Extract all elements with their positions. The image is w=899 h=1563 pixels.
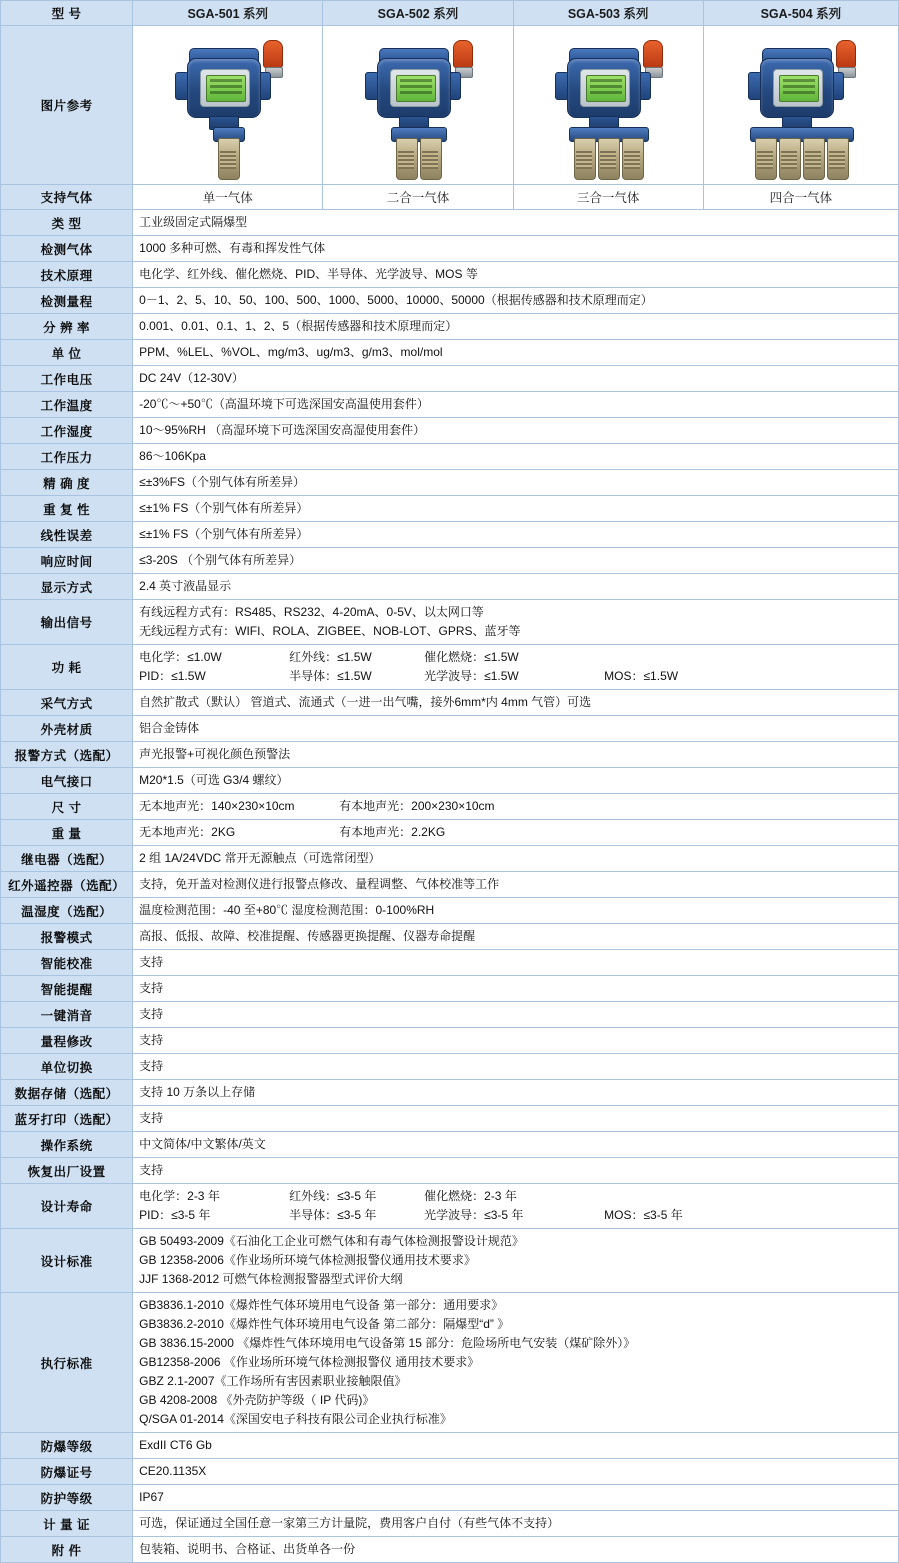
row-value bbox=[133, 366, 899, 392]
row-label: 恢复出厂设置 bbox=[1, 1158, 133, 1184]
row-label: 红外遥控器（选配） bbox=[1, 872, 133, 898]
row-value bbox=[133, 1158, 899, 1184]
row-value-line: GB 4208-2008 《外壳防护等级（ IP 代码)》 bbox=[139, 1393, 375, 1407]
model-header-2: SGA-502 系列 bbox=[323, 1, 513, 26]
sensor-probe bbox=[420, 138, 442, 180]
row-value-line: 支持 bbox=[139, 1007, 164, 1021]
row-value bbox=[133, 1028, 899, 1054]
gas-detector-illustration bbox=[343, 32, 493, 178]
row-value-line: 支持，免开盖对检测仪进行报警点修改、量程调整、气体校准等工作 bbox=[139, 877, 500, 891]
table-row bbox=[1, 1158, 899, 1184]
table-row bbox=[1, 846, 899, 872]
sensor-probe bbox=[598, 138, 620, 180]
row-label: 温湿度（选配） bbox=[1, 898, 133, 924]
row-value-line: GBZ 2.1-2007《工作场所有害因素职业接触限值》 bbox=[139, 1374, 407, 1388]
detector-faceplate bbox=[773, 69, 823, 107]
sensor-probe bbox=[803, 138, 825, 180]
row-value bbox=[133, 600, 899, 645]
row-value-cell: 光学波导：≤1.5W bbox=[424, 669, 519, 683]
row-value-cell: MOS：≤1.5W bbox=[604, 669, 679, 683]
row-value bbox=[133, 1459, 899, 1485]
detector-faceplate bbox=[390, 69, 440, 107]
table-row bbox=[1, 645, 899, 690]
row-value bbox=[133, 846, 899, 872]
table-row bbox=[1, 950, 899, 976]
row-label: 防护等级 bbox=[1, 1485, 133, 1511]
row-value-line: 支持 bbox=[139, 981, 164, 995]
row-value bbox=[133, 1106, 899, 1132]
product-image-cell-1 bbox=[133, 26, 323, 185]
sensor-probe bbox=[779, 138, 801, 180]
sensor-probe bbox=[574, 138, 596, 180]
product-image-row bbox=[1, 26, 899, 185]
table-row bbox=[1, 262, 899, 288]
row-label: 工作电压 bbox=[1, 366, 133, 392]
row-label: 分 辨 率 bbox=[1, 314, 133, 340]
table-row bbox=[1, 1054, 899, 1080]
row-label-model: 型 号 bbox=[1, 1, 133, 26]
row-value-line: 0－1、2、5、10、50、100、500、1000、5000、10000、50000（根据传感器和技术原理而定） bbox=[139, 293, 653, 307]
row-value-line: 无线远程方式有：WIFI、ROLA、ZIGBEE、NOB-LOT、GPRS、蓝牙等 bbox=[139, 624, 521, 638]
row-value bbox=[133, 210, 899, 236]
row-value-line: 工业级固定式隔爆型 bbox=[139, 215, 248, 229]
row-value bbox=[133, 1132, 899, 1158]
table-row bbox=[1, 418, 899, 444]
table-row bbox=[1, 742, 899, 768]
row-value bbox=[133, 522, 899, 548]
row-value bbox=[133, 314, 899, 340]
row-value bbox=[133, 1537, 899, 1563]
table-row bbox=[1, 976, 899, 1002]
row-value bbox=[133, 645, 899, 690]
row-value-line: 铝合金铸体 bbox=[139, 721, 200, 735]
row-value bbox=[133, 872, 899, 898]
row-value-line: 有线远程方式有：RS485、RS232、4-20mA、0-5V、以太网口等 bbox=[139, 605, 484, 619]
row-value bbox=[133, 392, 899, 418]
row-value bbox=[133, 768, 899, 794]
row-label: 技术原理 bbox=[1, 262, 133, 288]
sensor-probe bbox=[218, 138, 240, 180]
row-value-line: 支持 10 万条以上存储 bbox=[139, 1085, 256, 1099]
row-value-line: DC 24V（12-30V） bbox=[139, 371, 244, 385]
row-value-line: 10～95%RH （高湿环境下可选深国安高湿使用套件） bbox=[139, 423, 426, 437]
gas-detector-illustration bbox=[726, 32, 876, 178]
row-value bbox=[133, 1293, 899, 1433]
row-label: 工作湿度 bbox=[1, 418, 133, 444]
row-value-line: PPM、%LEL、%VOL、mg/m3、ug/m3、g/m3、mol/mol bbox=[139, 345, 443, 359]
row-value-line: 支持 bbox=[139, 1163, 164, 1177]
table-row bbox=[1, 1080, 899, 1106]
row-label: 单 位 bbox=[1, 340, 133, 366]
alarm-light-icon bbox=[836, 40, 856, 68]
row-value bbox=[133, 418, 899, 444]
row-label: 外壳材质 bbox=[1, 716, 133, 742]
sensor-probe bbox=[622, 138, 644, 180]
row-label: 采气方式 bbox=[1, 690, 133, 716]
row-label: 检测量程 bbox=[1, 288, 133, 314]
row-value-line: Q/SGA 01-2014《深国安电子科技有限公司企业执行标准》 bbox=[139, 1412, 452, 1426]
row-value bbox=[133, 1002, 899, 1028]
row-value bbox=[133, 898, 899, 924]
table-row bbox=[1, 794, 899, 820]
row-value-line: ExdII CT6 Gb bbox=[139, 1438, 212, 1452]
row-value-line: 可选，保证通过全国任意一家第三方计量院，费用客户自付（有些气体不支持） bbox=[139, 1516, 560, 1530]
row-value-line: ≤3-20S （个别气体有所差异） bbox=[139, 553, 302, 567]
row-value bbox=[133, 924, 899, 950]
row-value-line: -20℃～+50℃（高温环境下可选深国安高温使用套件） bbox=[139, 397, 429, 411]
table-row bbox=[1, 444, 899, 470]
table-row bbox=[1, 470, 899, 496]
row-value-line: ≤±1% FS（个别气体有所差异） bbox=[139, 527, 309, 541]
row-value-line: 包装箱、说明书、合格证、出货单各一份 bbox=[139, 1542, 356, 1556]
detector-faceplate bbox=[200, 69, 250, 107]
row-value-line: 2 组 1A/24VDC 常开无源触点（可选常闭型） bbox=[139, 851, 381, 865]
supported-gas-value-1: 单一气体 bbox=[133, 185, 323, 210]
table-row bbox=[1, 768, 899, 794]
row-label: 执行标准 bbox=[1, 1293, 133, 1433]
table-row bbox=[1, 1106, 899, 1132]
row-value bbox=[133, 976, 899, 1002]
table-row bbox=[1, 210, 899, 236]
row-label: 工作温度 bbox=[1, 392, 133, 418]
row-value-line: 86～106Kpa bbox=[139, 449, 206, 463]
table-row bbox=[1, 1511, 899, 1537]
row-value bbox=[133, 1184, 899, 1229]
row-value bbox=[133, 820, 899, 846]
row-value bbox=[133, 690, 899, 716]
row-label: 继电器（选配） bbox=[1, 846, 133, 872]
gas-detector-illustration bbox=[153, 32, 303, 178]
row-value bbox=[133, 1229, 899, 1293]
row-value-cell: 催化燃烧：≤1.5W bbox=[424, 650, 519, 664]
supported-gas-row bbox=[1, 185, 899, 210]
table-row bbox=[1, 1537, 899, 1563]
sensor-probe bbox=[396, 138, 418, 180]
row-value-cell: 有本地声光：200×230×10cm bbox=[339, 799, 495, 813]
table-header-row bbox=[1, 1, 899, 26]
row-value-line: GB 3836.15-2000 《爆炸性气体环境用电气设备第 15 部分：危险场所电气安装（煤矿除外）》 bbox=[139, 1336, 636, 1350]
table-row bbox=[1, 288, 899, 314]
model-header-4: SGA-504 系列 bbox=[703, 1, 898, 26]
row-value bbox=[133, 1433, 899, 1459]
row-value-cell: 无本地声光：140×230×10cm bbox=[139, 799, 295, 813]
row-value bbox=[133, 794, 899, 820]
row-label: 防爆证号 bbox=[1, 1459, 133, 1485]
table-row bbox=[1, 600, 899, 645]
row-value-line: IP67 bbox=[139, 1490, 164, 1504]
table-row bbox=[1, 314, 899, 340]
supported-gas-value-2: 二合一气体 bbox=[323, 185, 513, 210]
row-label: 工作压力 bbox=[1, 444, 133, 470]
row-value-cell: MOS：≤3-5 年 bbox=[604, 1208, 683, 1222]
row-value bbox=[133, 548, 899, 574]
table-row bbox=[1, 366, 899, 392]
row-value bbox=[133, 1054, 899, 1080]
row-label: 精 确 度 bbox=[1, 470, 133, 496]
table-row bbox=[1, 690, 899, 716]
supported-gas-value-4: 四合一气体 bbox=[703, 185, 898, 210]
detector-body bbox=[760, 58, 834, 118]
row-value-line bbox=[139, 1206, 892, 1225]
table-row bbox=[1, 924, 899, 950]
model-header-3: SGA-503 系列 bbox=[513, 1, 703, 26]
row-label: 蓝牙打印（选配） bbox=[1, 1106, 133, 1132]
row-label: 响应时间 bbox=[1, 548, 133, 574]
row-label: 防爆等级 bbox=[1, 1433, 133, 1459]
detector-display bbox=[586, 75, 626, 102]
row-value-line: GB 12358-2006《作业场所环境气体检测报警仪通用技术要求》 bbox=[139, 1253, 476, 1267]
table-row bbox=[1, 340, 899, 366]
detector-body bbox=[377, 58, 451, 118]
row-value-line: ≤±1% FS（个别气体有所差异） bbox=[139, 501, 309, 515]
row-value-line: 支持 bbox=[139, 955, 164, 969]
table-row bbox=[1, 574, 899, 600]
table-row bbox=[1, 496, 899, 522]
row-value-line: JJF 1368-2012 可燃气体检测报警器型式评价大纲 bbox=[139, 1272, 403, 1286]
row-value bbox=[133, 262, 899, 288]
row-value bbox=[133, 340, 899, 366]
row-value bbox=[133, 444, 899, 470]
row-value-line bbox=[139, 1187, 892, 1206]
table-row bbox=[1, 1459, 899, 1485]
row-value bbox=[133, 574, 899, 600]
detector-body bbox=[567, 58, 641, 118]
row-label: 尺 寸 bbox=[1, 794, 133, 820]
row-value-cell: 红外线：≤1.5W bbox=[289, 650, 372, 664]
row-label: 单位切换 bbox=[1, 1054, 133, 1080]
row-value-line: 电化学、红外线、催化燃烧、PID、半导体、光学波导、MOS 等 bbox=[139, 267, 478, 281]
row-label: 操作系统 bbox=[1, 1132, 133, 1158]
row-label: 设计寿命 bbox=[1, 1184, 133, 1229]
row-value-line: 支持 bbox=[139, 1111, 164, 1125]
sensor-probe bbox=[827, 138, 849, 180]
table-row bbox=[1, 1485, 899, 1511]
row-value-cell: 红外线：≤3-5 年 bbox=[289, 1189, 377, 1203]
row-value bbox=[133, 470, 899, 496]
table-row bbox=[1, 236, 899, 262]
row-label: 附 件 bbox=[1, 1537, 133, 1563]
row-label: 设计标准 bbox=[1, 1229, 133, 1293]
row-value bbox=[133, 1080, 899, 1106]
row-value-line: CE20.1135X bbox=[139, 1464, 207, 1478]
row-label: 智能提醒 bbox=[1, 976, 133, 1002]
row-value-line: 支持 bbox=[139, 1059, 164, 1073]
row-label: 显示方式 bbox=[1, 574, 133, 600]
row-label: 类 型 bbox=[1, 210, 133, 236]
row-label: 重 量 bbox=[1, 820, 133, 846]
row-label-image-reference: 图片参考 bbox=[1, 26, 133, 185]
detector-body bbox=[187, 58, 261, 118]
row-value-cell: 有本地声光：2.2KG bbox=[339, 825, 446, 839]
row-label: 计 量 证 bbox=[1, 1511, 133, 1537]
table-row bbox=[1, 1293, 899, 1433]
product-image-cell-2 bbox=[323, 26, 513, 185]
table-row bbox=[1, 548, 899, 574]
row-value-line: 中文简体/中文繁体/英文 bbox=[139, 1137, 266, 1151]
alarm-light-icon bbox=[453, 40, 473, 68]
alarm-light-icon bbox=[643, 40, 663, 68]
row-value bbox=[133, 1511, 899, 1537]
row-value-cell: PID：≤3-5 年 bbox=[139, 1208, 211, 1222]
sensor-probe bbox=[755, 138, 777, 180]
detector-faceplate bbox=[580, 69, 630, 107]
row-value-line bbox=[139, 797, 892, 816]
row-value-line: 自然扩散式（默认） 管道式、流通式（一进一出气嘴，接外6mm*内 4mm 气管）可选 bbox=[139, 695, 592, 709]
table-row bbox=[1, 898, 899, 924]
row-label: 报警模式 bbox=[1, 924, 133, 950]
row-value-line: 高报、低报、故障、校准提醒、传感器更换提醒、仪器寿命提醒 bbox=[139, 929, 476, 943]
row-value-line bbox=[139, 823, 892, 842]
row-value-line: 2.4 英寸液晶显示 bbox=[139, 579, 232, 593]
product-image-cell-4 bbox=[703, 26, 898, 185]
table-row bbox=[1, 1229, 899, 1293]
row-value-cell: 半导体：≤1.5W bbox=[289, 669, 372, 683]
table-row bbox=[1, 716, 899, 742]
table-row bbox=[1, 872, 899, 898]
row-value-cell: 半导体：≤3-5 年 bbox=[289, 1208, 377, 1222]
row-value-line: M20*1.5（可选 G3/4 螺纹） bbox=[139, 773, 289, 787]
row-value-line: 0.001、0.01、0.1、1、2、5（根据传感器和技术原理而定） bbox=[139, 319, 458, 333]
row-label: 数据存储（选配） bbox=[1, 1080, 133, 1106]
row-value-line: GB3836.2-2010《爆炸性气体环境用电气设备 第二部分：隔爆型“d” 》 bbox=[139, 1317, 510, 1331]
row-label-supported-gas: 支持气体 bbox=[1, 185, 133, 210]
row-value bbox=[133, 496, 899, 522]
row-value-line: 声光报警+可视化颜色预警法 bbox=[139, 747, 291, 761]
model-header-1: SGA-501 系列 bbox=[133, 1, 323, 26]
row-value-line: ≤±3%FS（个别气体有所差异） bbox=[139, 475, 305, 489]
row-value-line: GB12358-2006 《作业场所环境气体检测报警仪 通用技术要求》 bbox=[139, 1355, 480, 1369]
row-label: 一键消音 bbox=[1, 1002, 133, 1028]
row-value bbox=[133, 716, 899, 742]
row-value bbox=[133, 742, 899, 768]
row-label: 线性误差 bbox=[1, 522, 133, 548]
row-value bbox=[133, 236, 899, 262]
table-row bbox=[1, 392, 899, 418]
row-label: 重 复 性 bbox=[1, 496, 133, 522]
table-row bbox=[1, 522, 899, 548]
table-row bbox=[1, 1433, 899, 1459]
row-label: 报警方式（选配） bbox=[1, 742, 133, 768]
alarm-light-icon bbox=[263, 40, 283, 68]
table-row bbox=[1, 1002, 899, 1028]
table-row bbox=[1, 820, 899, 846]
row-value-line: 温度检测范围：-40 至+80℃ 湿度检测范围：0-100%RH bbox=[139, 903, 435, 917]
row-value bbox=[133, 1485, 899, 1511]
row-label: 量程修改 bbox=[1, 1028, 133, 1054]
row-value-cell: 电化学：2-3 年 bbox=[139, 1189, 220, 1203]
gas-detector-illustration bbox=[533, 32, 683, 178]
row-value-cell: 电化学：≤1.0W bbox=[139, 650, 222, 664]
row-value-line: 1000 多种可燃、有毒和挥发性气体 bbox=[139, 241, 326, 255]
table-row bbox=[1, 1028, 899, 1054]
row-value-line: GB3836.1-2010《爆炸性气体环境用电气设备 第一部分：通用要求》 bbox=[139, 1298, 504, 1312]
product-image-cell-3 bbox=[513, 26, 703, 185]
table-row bbox=[1, 1184, 899, 1229]
row-label: 电气接口 bbox=[1, 768, 133, 794]
row-value-cell: 光学波导：≤3-5 年 bbox=[424, 1208, 524, 1222]
table-row bbox=[1, 1132, 899, 1158]
row-label: 功 耗 bbox=[1, 645, 133, 690]
row-value-line: GB 50493-2009《石油化工企业可燃气体和有毒气体检测报警设计规范》 bbox=[139, 1234, 524, 1248]
detector-display bbox=[779, 75, 819, 102]
row-label: 输出信号 bbox=[1, 600, 133, 645]
row-value-cell: 催化燃烧：2-3 年 bbox=[424, 1189, 517, 1203]
row-label: 智能校准 bbox=[1, 950, 133, 976]
row-value-line bbox=[139, 648, 892, 667]
supported-gas-value-3: 三合一气体 bbox=[513, 185, 703, 210]
row-value bbox=[133, 950, 899, 976]
detector-display bbox=[206, 75, 246, 102]
row-value bbox=[133, 288, 899, 314]
row-value-line bbox=[139, 667, 892, 686]
detector-display bbox=[396, 75, 436, 102]
row-value-cell: PID：≤1.5W bbox=[139, 669, 206, 683]
row-value-line: 支持 bbox=[139, 1033, 164, 1047]
row-label: 检测气体 bbox=[1, 236, 133, 262]
row-value-cell: 无本地声光：2KG bbox=[139, 825, 236, 839]
